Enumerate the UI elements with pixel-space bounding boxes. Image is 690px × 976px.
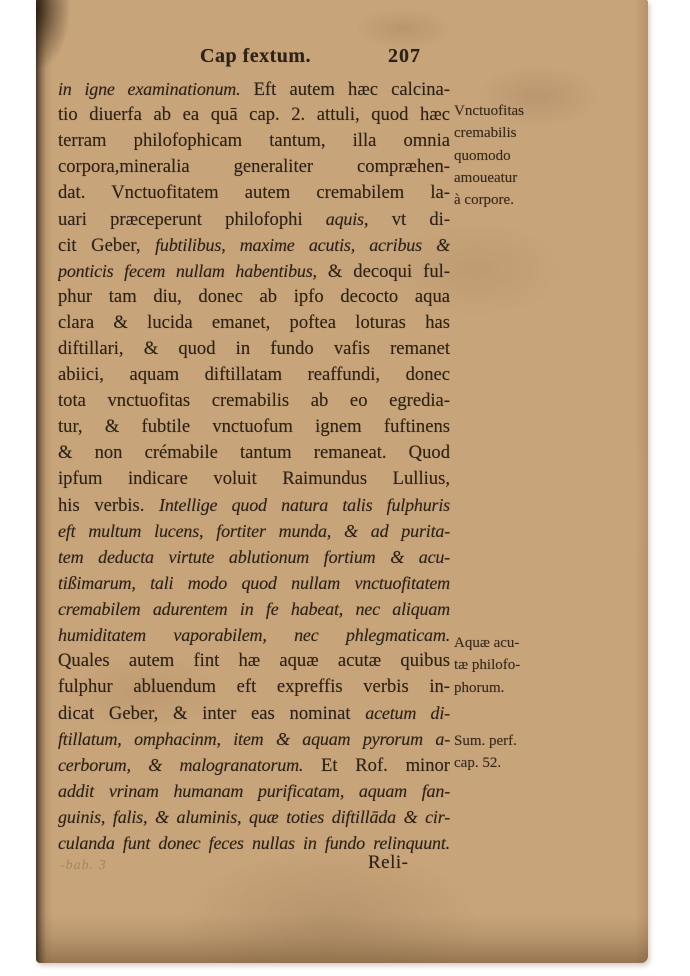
margin-note-line: à corpore. [454,192,514,209]
text-line [58,804,450,830]
roman-text-segment: cit Geber, [58,235,156,256]
italic-text-segment: guinis, falis, & aluminis, quæ toties diftillāda & cir- [58,807,450,827]
text-line [58,518,450,544]
text-line [58,648,450,674]
text-line [58,674,450,700]
text-line [58,206,450,232]
roman-text-segment: corpora,mineralia generaliter compræhen- [58,156,450,177]
roman-text-segment: terram philofophicam tantum, illa omnia [58,130,450,151]
roman-text-segment: his verbis. [58,495,160,516]
italic-text-segment: in igne examinationum. [58,79,241,99]
margin-note-line: quomodo [454,147,511,164]
italic-text-segment: cremabilem adurentem in fe habeat, nec aliquam [58,599,450,619]
italic-text-segment: tißimarum, tali modo quod nullam vnctuofitatem [58,573,450,593]
margin-note-line: cremabilis [454,125,517,142]
roman-text-segment: tota vnctuofitas cremabilis ab eo egredia- [58,390,450,411]
text-line [58,700,450,726]
text-line [58,388,450,414]
roman-text-segment: clara & lucida emanet, poftea loturas has [58,312,450,333]
text-line [58,128,450,154]
italic-text-segment: Intellige quod natura talis fulphuris [159,495,450,515]
margin-note-unctuositas [454,100,576,211]
chapter-heading: Cap fextum. [200,45,312,67]
text-line [58,414,450,440]
text-line [58,76,450,102]
text-line [58,570,450,596]
roman-text-segment: diftillari, & quod in fundo vafis remanet [58,338,450,359]
margin-note-summa-perfectionis [454,730,576,775]
roman-text-segment: & non crémabile tantum remaneat. Quod [58,442,450,463]
italic-text-segment: ponticis fecem nullam habentibus, [58,261,317,281]
text-line [58,492,450,518]
text-line [58,778,450,804]
italic-text-segment: acetum di- [365,703,450,723]
catchword: Reli- [368,852,409,873]
roman-text-segment: uari præceperunt philofophi [58,209,326,230]
text-line [58,102,450,128]
italic-text-segment: cerborum, & malogranatorum. [58,755,304,775]
roman-text-segment: Et Rof. minor [303,755,450,776]
body-text [58,76,450,856]
text-line [58,544,450,570]
italic-text-segment: culanda funt donec feces nullas in fundo relinquunt. [58,833,450,853]
roman-text-segment: Quales autem fint hæ aquæ acutæ quibus [58,650,450,671]
margin-note-line: phorum. [454,679,505,696]
text-line [58,362,450,388]
italic-text-segment: aquis [325,209,364,229]
text-line [58,466,450,492]
italic-text-segment: tem deducta virtute ablutionum fortium & acu- [58,547,450,567]
roman-text-segment: ipfum indicare voluit Raimundus Lullius, [58,468,450,489]
margin-note-aquae-acutae [454,632,576,699]
roman-text-segment: tio diuerfa ab ea quā cap. 2. attuli, quod hæc [58,104,450,125]
margin-note-line: Aquæ acu- [454,635,520,651]
text-line [58,232,450,258]
text-line [58,622,450,648]
text-line [58,258,450,284]
roman-text-segment: , vt di- [363,209,450,230]
roman-text-segment: abiici, aquam diftillatam reaffundi, donec [58,364,450,385]
roman-text-segment: dicat Geber, & inter eas nominat [58,703,366,724]
text-line [58,310,450,336]
roman-text-segment: dat. Vnctuofitatem autem cremabilem la- [58,182,450,203]
italic-text-segment: eft multum lucens, fortiter munda, & ad purita- [58,521,450,541]
margin-note-line: tæ philofo- [454,657,521,674]
paper-page [36,0,648,963]
roman-text-segment: Eft autem hæc calcina- [240,79,450,100]
italic-text-segment: addit vrinam humanam purificatam, aquam fan- [58,781,450,801]
margin-note-line: cap. 52. [454,755,502,772]
text-line [58,336,450,362]
roman-text-segment: fulphur abluendum eft expreffis verbis in- [58,676,450,697]
text-line [58,440,450,466]
page-number: 207 [388,45,421,67]
text-line [58,752,450,778]
roman-text-segment: tur, & fubtile vnctuofum ignem fuftinens [58,416,450,437]
text-line [58,726,450,752]
text-line [58,596,450,622]
margin-note-line: amoueatur [454,169,518,186]
margin-note-line: Vnctuofitas [454,103,524,119]
roman-text-segment: & decoqui ful- [316,261,450,282]
margin-note-line: Sum. perf. [454,733,517,749]
bleedthrough-mark: -bab. 3 [60,858,107,873]
text-line [58,154,450,180]
italic-text-segment: humiditatem vaporabilem, nec phlegmaticam. [58,625,450,645]
italic-text-segment: ftillatum, omphacinm, item & aquam pyrorum a- [58,729,450,749]
italic-text-segment: fubtilibus, maxime acutis, acribus & [155,235,450,255]
roman-text-segment: phur tam diu, donec ab ipfo decocto aqua [58,286,450,307]
text-line [58,284,450,310]
text-line [58,180,450,206]
running-header [36,45,648,69]
